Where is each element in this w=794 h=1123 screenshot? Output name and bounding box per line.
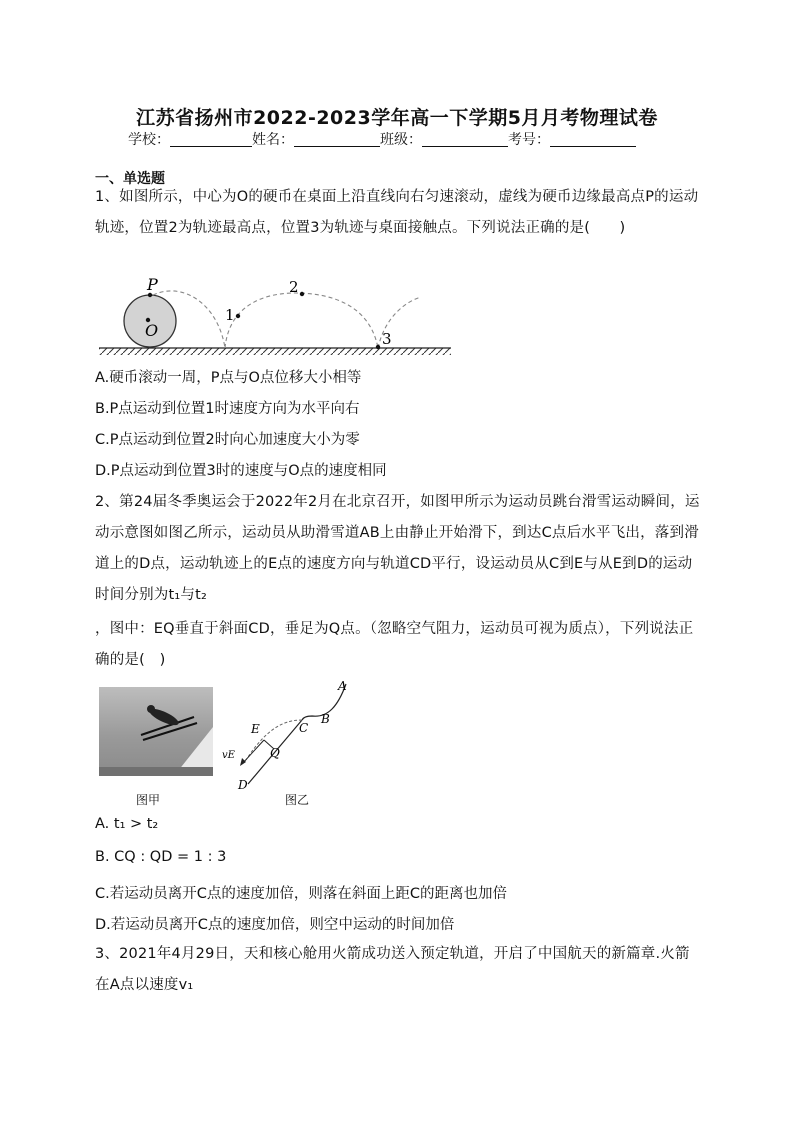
name-blank [294, 132, 380, 147]
q2-stem: 2、第24届冬季奥运会于2022年2月在北京召开，如图甲所示为运动员跳台滑雪运动瞬间，运动示意图如图乙所示，运动员从助滑雪道AB上由静止开始滑下，到达C点后水平飞出，落到滑道上的D点，运动轨迹上的E点的速度方向与轨道CD平行，设运动员从C到E与从E到D的运动时间分别为t₁与t₂ [95, 494, 700, 603]
caption-figure-b: 图乙 [285, 793, 310, 807]
label-o: O [145, 321, 159, 340]
exam-title: 江苏省扬州市2022-2023学年高一下学期5月月考物理试卷 [136, 107, 658, 129]
ve-arrowhead [240, 758, 246, 766]
school-label: 学校： [128, 132, 170, 148]
q3-stem: 3、2021年4月29日，天和核心舱用火箭成功送入预定轨道，开启了中国航天的新篇章.火箭在A点以速度v₁ [95, 946, 690, 993]
label-e: E [251, 722, 260, 736]
label-2: 2 [289, 278, 299, 296]
q2-option-c: C.若运动员离开C点的速度加倍，则落在斜面上距C的距离也加倍 [95, 886, 507, 902]
section-heading: 一、单选题 [95, 171, 165, 187]
caption-figure-a: 图甲 [136, 793, 161, 807]
label-b: B [321, 712, 330, 726]
class-blank [422, 132, 508, 147]
class-label: 班级： [380, 132, 422, 148]
q2-option-b: B. CQ : QD = 1 : 3 [95, 849, 227, 865]
q2-option-a: A. t₁ > t₂ [95, 816, 159, 832]
label-c: C [299, 721, 309, 735]
position-2-dot [300, 292, 304, 296]
position-1-dot [236, 314, 240, 318]
table-hatch [99, 348, 451, 355]
label-a: A [338, 679, 347, 693]
q1-figure [95, 276, 455, 356]
label-d: D [238, 778, 248, 792]
student-info-line [128, 129, 636, 149]
label-ve: vE [222, 750, 235, 761]
q2-stem-continued: ，图中：EQ垂直于斜面CD，垂足为Q点。（忽略空气阻力，运动员可视为质点），下列说法正确的是( ) [95, 621, 694, 668]
exam-no-blank [550, 132, 636, 147]
label-1: 1 [225, 306, 235, 324]
q1-option-c: C.P点运动到位置2时向心加速度大小为零 [95, 432, 360, 448]
name-label: 姓名： [252, 132, 294, 148]
school-blank [170, 132, 252, 147]
q2-ski-diagram [220, 676, 370, 796]
ski-jump-photo [99, 687, 213, 776]
label-3: 3 [382, 330, 392, 348]
ve-arrow [242, 740, 264, 764]
label-p: P [147, 276, 158, 294]
position-3-dot [376, 345, 380, 349]
q1-option-a: A.硬币滚动一周，P点与O点位移大小相等 [95, 370, 362, 386]
q2-option-d: D.若运动员离开C点的速度加倍，则空中运动的时间加倍 [95, 917, 455, 933]
exam-no-label: 考号： [508, 132, 550, 148]
cycloid-arc-2 [225, 293, 378, 348]
q1-option-b: B.P点运动到位置1时速度方向为水平向右 [95, 401, 360, 417]
q1-option-d: D.P点运动到位置3时的速度与O点的速度相同 [95, 463, 387, 479]
q1-stem: 1、如图所示，中心为O的硬币在桌面上沿直线向右匀速滚动，虚线为硬币边缘最高点P的运动轨迹，位置2为轨迹最高点，位置3为轨迹与桌面接触点。下列说法正确的是( ) [95, 189, 699, 236]
label-q: Q [270, 746, 280, 760]
